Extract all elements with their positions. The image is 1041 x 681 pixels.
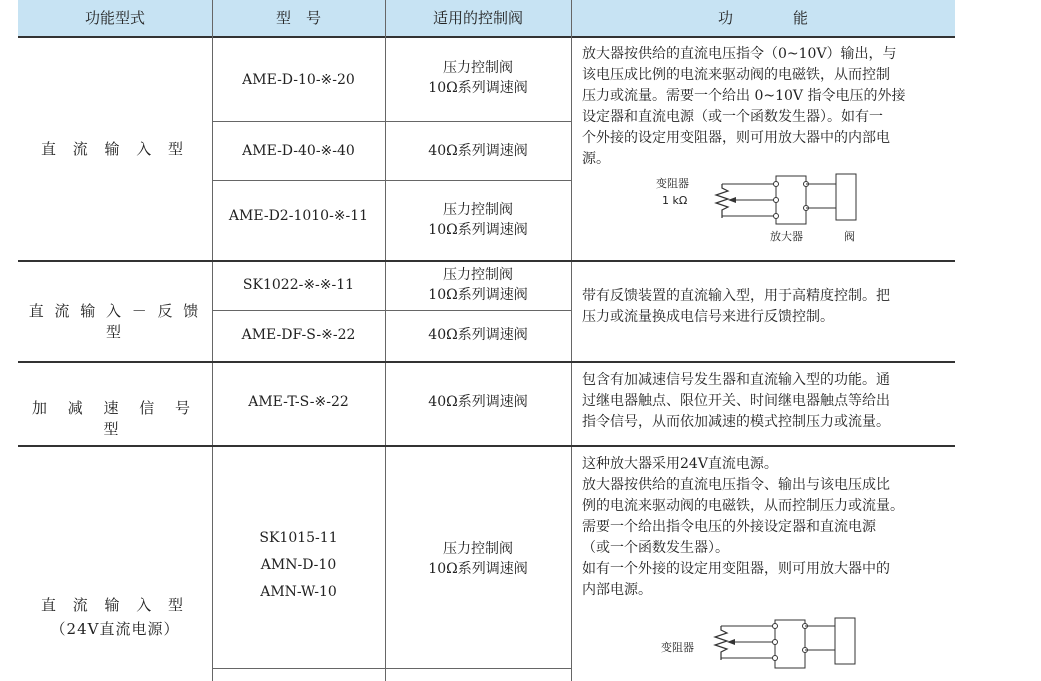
valve-cell: 压力控制阀 10Ω系列调速阀 (428, 541, 528, 577)
type-label: 加 减 速 信 号 型 (31, 399, 199, 438)
model-cell: AME-D-10-※-20 (242, 72, 355, 88)
model-cell: AME-DF-S-※-22 (241, 327, 356, 343)
model-cell: AME-D2-1010-※-11 (228, 208, 369, 224)
header-type: 功能型式 (84, 9, 145, 27)
grid-line (212, 180, 571, 181)
wiring-diagram-2 (655, 616, 875, 681)
header-valve: 适用的控制阀 (432, 9, 523, 27)
valve-box (836, 174, 856, 220)
valve-cell: 压力控制阀 10Ω系列调速阀 (428, 60, 528, 96)
resistor-symbol (716, 184, 728, 218)
wiring-diagram (640, 170, 880, 250)
function-text: 放大器按供给的直流电压指令（0~10V）输出，与 该电压成比例的电流来驱动阀的电磁铁，从而控制 压力或流量。需要一个给出 0~10V 指令电压的外接 设定器和直流电源（或一个函数发生器）。如有一 个外接的设定用变阻器，则可用放大器中的内部电 源。 (582, 46, 906, 167)
valve-box (835, 618, 855, 664)
model-cell: SK1022-※-※-11 (242, 277, 355, 293)
diagram-rheostat-label: 变阻器 (661, 641, 694, 654)
wiper-arrow (727, 639, 735, 645)
diagram-resistance-label: 1 kΩ (662, 194, 688, 207)
model-cell: SK1015-11 AMN-D-10 AMN-W-10 (259, 530, 338, 600)
grid-line (212, 668, 571, 669)
valve-cell: 40Ω系列调速阀 (428, 327, 528, 343)
section-divider (18, 361, 955, 363)
section-divider (18, 445, 955, 447)
section-divider (18, 260, 955, 262)
diagram-amplifier-label: 放大器 (770, 230, 803, 243)
valve-cell: 压力控制阀 10Ω系列调速阀 (428, 202, 528, 238)
diagram-rheostat-label: 变阻器 (656, 177, 689, 190)
header-rule (18, 36, 955, 38)
diagram-valve-label: 阀 (844, 230, 855, 243)
wiper-arrow (728, 197, 736, 203)
resistor-symbol (715, 626, 727, 660)
grid-line (212, 121, 571, 122)
amplifier-box (776, 176, 806, 224)
valve-cell: 40Ω系列调速阀 (428, 143, 528, 159)
type-label: 直 流 输 入 型 (40, 596, 190, 614)
function-text: 包含有加减速信号发生器和直流输入型的功能。通 过继电器触点、限位开关、时间继电器触点等给出 指令信号，从而依加减速的模式控制压力或流量。 (582, 372, 890, 430)
model-cell: AME-D-40-※-40 (242, 143, 355, 159)
header-model: 型 号 (275, 9, 321, 27)
amplifier-box (775, 620, 805, 668)
function-text: 带有反馈装置的直流输入型，用于高精度控制。把 压力或流量换成电信号来进行反馈控制。 (582, 288, 890, 325)
valve-cell: 压力控制阀 10Ω系列调速阀 (428, 267, 528, 303)
grid-line (212, 310, 571, 311)
grid-line (571, 0, 572, 681)
type-label: 直 流 输 入 － 反 馈 型 (28, 302, 202, 341)
type-sublabel: （24V直流电源） (50, 620, 180, 638)
model-cell: AME-T-S-※-22 (248, 394, 349, 410)
function-text: 这种放大器采用24V直流电源。 放大器按供给的直流电压指令、输出与该电压成比 例的电流来驱动阀的电磁铁，从而控制压力或流量。 需要一个给出指令电压的外接设定器和直流电源 （或一个函数发生器）。 如有一个外接的设定用变阻器，则可用放大器中的 内部电源。 (582, 456, 904, 598)
valve-cell: 40Ω系列调速阀 (428, 394, 528, 410)
type-label: 直 流 输 入 型 (40, 140, 190, 158)
header-function: 功 能 (717, 9, 808, 27)
